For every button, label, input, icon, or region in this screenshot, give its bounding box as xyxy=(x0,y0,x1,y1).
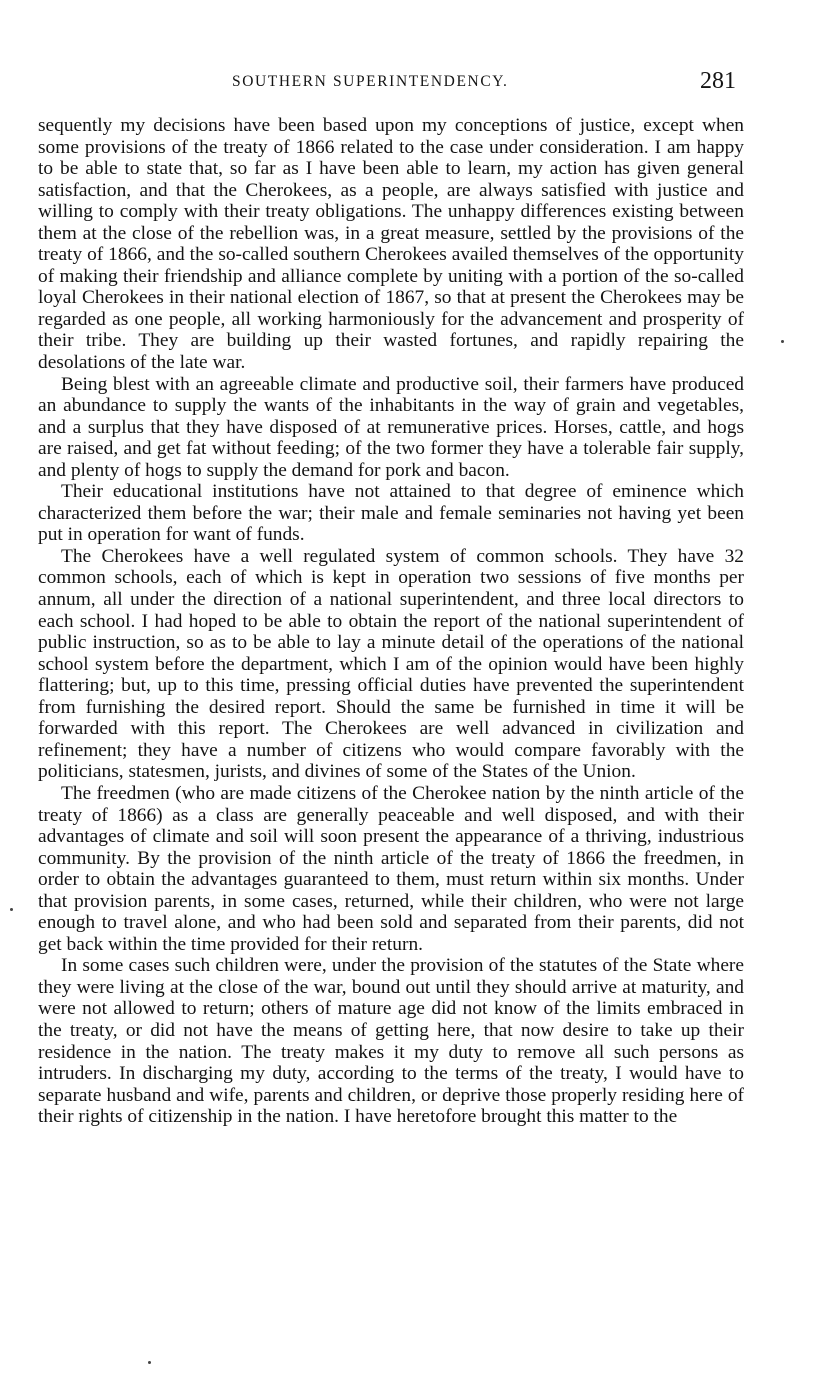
paragraph-continuation: sequently my decisions have been based upon my conceptions of justice, except when some provisions of the treaty of 1866 related to the case under consideration. I am happy to be able to state that, so far as I have been able to learn, my action has given general satisfaction, and that the Cherokees, as a people, are always satisfied with justice and willing to comply with their treaty obligations. The unhappy differences existing between them at the close of the rebellion was, in a great measure, settled by the provisions of the treaty of 1866, and the so-called southern Cherokees availed themselves of the opportunity of making their friendship and alliance complete by uniting with a portion of the so-called loyal Cherokees in their national election of 1867, so that at present the Cherokees may be regarded as one people, all working harmoniously for the advancement and prosperity of their tribe. They are building up their wasted fortunes, and rapidly repairing the desolations of the late war. xyxy=(38,115,744,374)
margin-speck xyxy=(148,1361,151,1364)
paragraph-freedmen: The freedmen (who are made citizens of the Cherokee nation by the ninth article of the treaty of 1866) as a class are generally peaceable and well disposed, and with their advantages of climate and soil will soon present the appearance of a thriving, industrious community. By the provision of the ninth article of the treaty of 1866 the freedmen, in order to obtain the advantages guaranteed to them, must return within six months. Under that provision parents, in some cases, returned, while their children, who were not large enough to travel alone, and who had been sold and separated from their parents, did not get back within the time provided for their return. xyxy=(38,782,744,955)
paragraph-education: Their educational institutions have not attained to that degree of eminence which characterized them before the war; their male and female seminaries not having yet been put in operation for want of funds. xyxy=(38,481,744,546)
running-title: SOUTHERN SUPERINTENDENCY. xyxy=(232,73,509,90)
margin-speck xyxy=(10,908,13,911)
body-text xyxy=(38,115,744,1128)
running-head xyxy=(0,68,825,98)
page-number: 281 xyxy=(700,68,736,94)
paragraph-common-schools: The Cherokees have a well regulated system of common schools. They have 32 common schools, each of which is kept in operation two sessions of five months per annum, all under the direction of a national superintendent, and three local directors to each school. I had hoped to be able to obtain the report of the national superintendent of public instruction, so as to be able to lay a minute detail of the operations of the national school system before the department, which I am of the opinion would have been highly flattering; but, up to this time, pressing official duties have prevented the superintendent from furnishing the desired report. Should the same be furnished in time it will be forwarded with this report. The Cherokees are well advanced in civilization and refinement; they have a number of citizens who would compare favorably with the politicians, statesmen, jurists, and divines of some of the States of the Union. xyxy=(38,545,744,783)
margin-speck xyxy=(781,340,784,343)
paragraph-intruders: In some cases such children were, under the provision of the statutes of the State where they were living at the close of the war, bound out until they should arrive at maturity, and were not allowed to return; others of mature age did not know of the limits embraced in the treaty, or did not have the means of getting here, that now desire to take up their residence in the nation. The treaty makes it my duty to remove all such persons as intruders. In discharging my duty, according to the terms of the treaty, I would have to separate husband and wife, parents and children, or deprive those properly residing here of their rights of citizenship in the nation. I have heretofore brought this matter to the xyxy=(38,955,744,1128)
paragraph-climate-farming: Being blest with an agreeable climate and productive soil, their farmers have produced an abundance to supply the wants of the inhabitants in the way of grain and vegetables, and a surplus that they have disposed of at remunerative prices. Horses, cattle, and hogs are raised, and get fat without feeding; of the two former they have a tolerable fair supply, and plenty of hogs to supply the demand for pork and bacon. xyxy=(38,373,744,481)
